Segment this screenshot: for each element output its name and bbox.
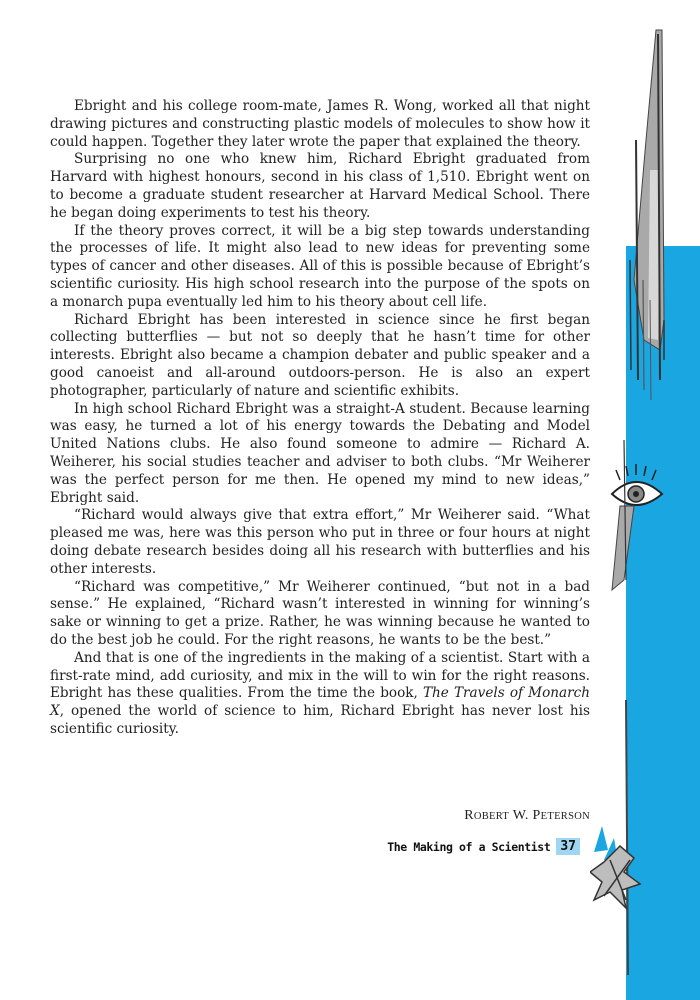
paragraph: “Richard was competitive,” Mr Weiherer continued, “but not in a bad sense.” He explained, “Richard wasn’t interested in winning for winning’s sake or winning to get a prize. Rather, he was winning because he wanted to do the best job he could. For the right reasons, he wants to be the best.” (50, 578, 590, 648)
paragraph-last (50, 650, 590, 739)
paragraph: If the theory proves correct, it will be a big step towards understanding the processes of life. It might also lead to new ideas for preventing some types of cancer and other diseases. All of this is possible because of Ebright’s scientific curiosity. His high school research into the purpose of the spots on a monarch pupa eventually led him to his theory about cell life. (50, 222, 590, 310)
chapter-title: The Making of a Scientist (387, 839, 551, 854)
article-body (50, 98, 590, 739)
paragraph: In high school Richard Ebright was a straight-A student. Because learning was easy, he turned a lot of his energy towards the Debating and Model United Nations clubs. He also found someone to admire — Richard A. Weiherer, his social studies teacher and adviser to both clubs. “Mr Weiherer was the perfect person for me then. He opened my mind to new ideas,” Ebright said. (50, 400, 590, 506)
paragraph: Richard Ebright has been interested in science since he first began collecting butterflies — but not so deeply that he hasn’t time for other interests. Ebright also became a champion debater and public speaker and a good canoeist and all-around outdoors-person. He is also an expert photographer, particularly of nature and scientific exhibits. (50, 311, 590, 399)
byline-rest: OBERT (473, 811, 510, 822)
margin-decoration (590, 20, 700, 980)
page-footer (380, 836, 580, 856)
text-segment: , opened the world of science to him, Richard Ebright has never lost his scientific curiosity. (50, 703, 590, 737)
paragraph: Surprising no one who knew him, Richard Ebright graduated from Harvard with highest honours, second in his class of 1,510. Ebright went on to become a graduate student researcher at Harvard Medical School. There he began doing experiments to test his theory. (50, 151, 590, 221)
pencil-streak-icon (630, 30, 664, 400)
book-title: The Travels of Monarch X (50, 685, 590, 720)
butterfly-doodle-icon (590, 826, 640, 908)
byline-middle: W. (509, 808, 533, 823)
byline-rest: ETERSON (540, 811, 590, 822)
byline-initial: R (464, 808, 474, 823)
page-number: 37 (556, 838, 580, 855)
text-segment: And that is one of the ingredients in the making of a scientist. Start with a first-rate mind, add curiosity, and mix in the will to win for the right reasons. Ebright has these qualities. From the time the book, (50, 649, 590, 702)
eye-icon (612, 440, 662, 590)
byline-initial: P (532, 808, 541, 823)
paragraph: “Richard would always give that extra effort,” Mr Weiherer said. “What pleased me was, here was this person who put in three or four hours at night doing debate research besides doing all his research with butterflies and his other interests. (50, 507, 590, 577)
paragraph: Ebright and his college room-mate, James R. Wong, worked all that night drawing pictures and constructing plastic models of molecules to show how it could happen. Together they later wrote the paper that explained the theory. (50, 98, 590, 150)
author-byline (300, 808, 590, 824)
margin-line (626, 700, 628, 975)
